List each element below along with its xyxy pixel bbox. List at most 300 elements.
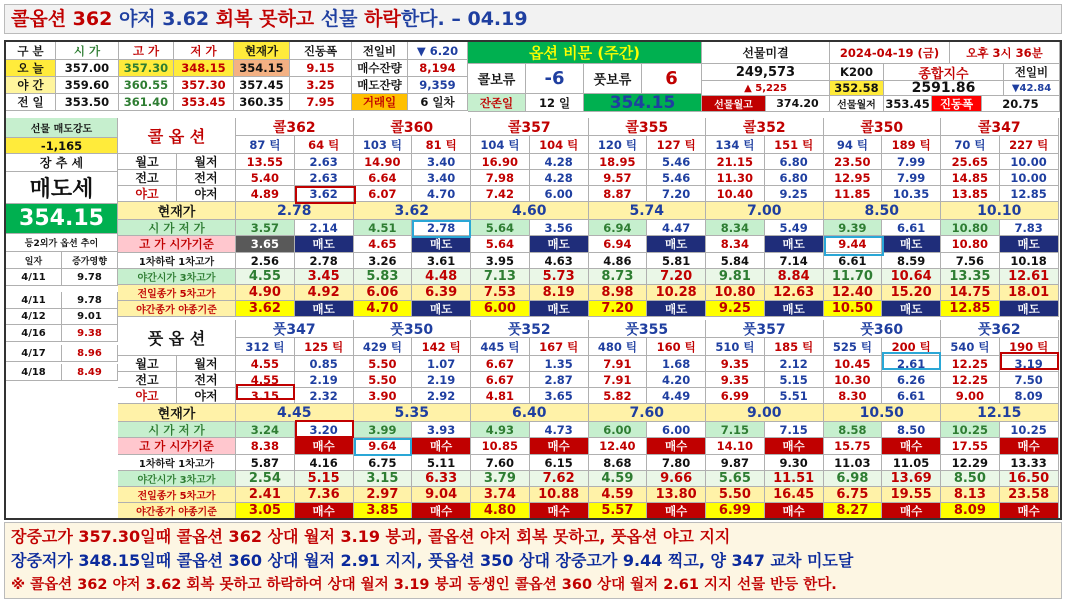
strike-header: 콜350 [824,118,942,136]
low-value: 1.07 [412,356,471,372]
low-value: 2.61 [882,356,941,372]
level-left: 6.06 [354,285,413,301]
low-value: 3.56 [530,220,589,236]
header-value: 353.50 [56,94,119,111]
level-left: 3.95 [471,253,530,269]
high-value: 3.90 [354,388,413,404]
level-left: 6.75 [824,487,883,503]
hist-date: 4/11 [6,269,62,286]
low-value: 7.99 [882,170,941,186]
level-right: 10.18 [1000,253,1059,269]
current-price: 9.00 [706,404,824,422]
low-value: 10.00 [1000,170,1059,186]
low-value: 7.50 [1000,372,1059,388]
high-value: 5.40 [236,170,295,186]
high-value: 16.90 [471,154,530,170]
current-price: 10.50 [824,404,942,422]
low-value: 2.12 [765,356,824,372]
hist-head: 일자 [6,252,62,269]
open-value: 10.25 [941,422,1000,438]
night-close-value: 6.00 [471,301,530,317]
high-base-value: 3.65 [236,236,295,253]
high-value: 9.00 [941,388,1000,404]
level-right: 8.59 [882,253,941,269]
tick-left: 510 틱 [706,338,765,356]
level-left: 4.90 [236,285,295,301]
sell-button[interactable]: 매도 [412,236,471,253]
open-value: 3.24 [236,422,295,438]
high-base-label: 고 가 시가기준 [118,236,236,253]
low-value: 4.28 [530,170,589,186]
header-label: 진동폭 [290,42,352,60]
low-value: 3.62 [295,186,354,202]
level-right: 3.61 [412,253,471,269]
low-value: 5.46 [647,170,706,186]
level-left: 11.70 [824,269,883,285]
sell-button[interactable]: 매도 [765,236,824,253]
level-right: 5.73 [530,269,589,285]
low-value: 4.28 [530,154,589,170]
header-value: 360.35 [234,94,290,111]
night-close-value: 3.05 [236,503,295,519]
title-part: 한다. – 04.19 [400,8,528,30]
high-base-value: 8.34 [706,236,765,253]
open-value: 4.93 [471,422,530,438]
tick-right: 151 틱 [765,136,824,154]
high-value: 12.25 [941,356,1000,372]
high-value: 3.15 [236,388,295,404]
level-right: 2.78 [295,253,354,269]
buy-button[interactable]: 매수 [412,438,471,455]
buy-button[interactable]: 매수 [647,438,706,455]
open-value: 6.00 [589,422,648,438]
sell-button[interactable]: 매도 [882,301,941,317]
high-base-value: 15.75 [824,438,883,455]
low-value: 2.78 [412,220,471,236]
open-value: 4.51 [354,220,413,236]
current-label: 현재가 [118,202,236,220]
fut-oi-label: 선물미결 [702,42,830,64]
vib-label: 진동폭 [932,96,982,112]
tick-left: 480 틱 [589,338,648,356]
title-part: 선물 [320,8,365,30]
level-right: 7.36 [295,487,354,503]
high-value: 9.57 [589,170,648,186]
level-left: 12.40 [824,285,883,301]
high-value: 6.64 [354,170,413,186]
hist-date: 4/16 [6,325,62,342]
level-left: 6.75 [354,455,413,471]
level-right: 11.05 [882,455,941,471]
tick-right: 190 틱 [1000,338,1059,356]
high-value: 14.85 [941,170,1000,186]
fut-oi-change: ▲ 5,225 [702,81,830,96]
level-left: 7.56 [941,253,1000,269]
buy-button[interactable]: 매수 [530,438,589,455]
level-right: 7.14 [765,253,824,269]
level-right: 15.20 [882,285,941,301]
row-label: 월저 [177,356,236,372]
buy-button[interactable]: 매수 [412,503,471,519]
hist-date: 4/18 [6,364,62,381]
sell-button[interactable]: 매도 [530,236,589,253]
high-base-label: 고 가 시가기준 [118,438,236,455]
level-left: 6.61 [824,253,883,269]
low-value: 6.80 [765,170,824,186]
row-label: 전저 [177,170,236,186]
level-left: 12.29 [941,455,1000,471]
low-value: 7.15 [765,422,824,438]
current-price: 6.40 [471,404,589,422]
low-value: 3.20 [295,422,354,438]
put-hold-label: 풋보류 [584,64,642,94]
tick-left: 429 틱 [354,338,413,356]
level-right: 7.80 [647,455,706,471]
low-value: 3.40 [412,154,471,170]
hist-date: 4/12 [6,308,62,325]
hist-value: 9.78 [62,269,118,286]
low-value: 4.20 [647,372,706,388]
high-base-value: 9.44 [824,236,883,253]
row-label: 전 일 [6,94,56,111]
level-right: 9.04 [412,487,471,503]
level-right: 8.19 [530,285,589,301]
low-value: 2.19 [295,372,354,388]
level-right: 5.81 [647,253,706,269]
info-label: 등2외가 옵션 추이 [6,234,118,252]
level-left: 3.79 [471,471,530,487]
low-value: 3.19 [1000,356,1059,372]
high-value: 7.91 [589,356,648,372]
header-label: 구 분 [6,42,56,60]
high-value: 23.50 [824,154,883,170]
high-value: 5.82 [589,388,648,404]
tick-right: 81 틱 [412,136,471,154]
tick-right: 127 틱 [647,136,706,154]
level-left: 4.59 [589,471,648,487]
level-right: 16.50 [1000,471,1059,487]
level-left: 2.54 [236,471,295,487]
block-label: 풋 옵 션 [118,320,236,356]
high-value: 4.55 [236,372,295,388]
level-left: 5.84 [706,253,765,269]
prev: ▼42.84 [1004,81,1060,96]
sell-button[interactable]: 매도 [1000,236,1059,253]
high-value: 11.85 [824,186,883,202]
low-value: 8.50 [882,422,941,438]
sell-button[interactable]: 매도 [647,301,706,317]
low-value: 6.61 [882,388,941,404]
low-value: 0.85 [295,356,354,372]
level-right: 12.61 [1000,269,1059,285]
header-label: 전일비 [352,42,408,60]
night-close-value: 8.09 [941,503,1000,519]
sell-button[interactable]: 매도 [530,301,589,317]
level-left: 2.56 [236,253,295,269]
fut-mon-high-label: 선물월고 [702,96,766,112]
high-value: 5.50 [354,372,413,388]
sell-button[interactable]: 매도 [412,301,471,317]
high-value: 8.30 [824,388,883,404]
buy-button[interactable]: 매수 [295,503,354,519]
header-label: 저 가 [174,42,234,60]
header-label: 현재가 [234,42,290,60]
strike-header: 풋360 [824,320,942,338]
row-label: 월고 [118,154,177,170]
level-label: 야간시가 3차고가 [118,269,236,285]
tick-right: 160 틱 [647,338,706,356]
tick-right: 104 틱 [530,136,589,154]
night-close-value: 7.20 [589,301,648,317]
low-value: 3.65 [530,388,589,404]
tick-right: 167 틱 [530,338,589,356]
low-value: 5.51 [765,388,824,404]
high-value: 6.99 [706,388,765,404]
level-left: 6.98 [824,471,883,487]
high-value: 9.35 [706,372,765,388]
level-left: 3.26 [354,253,413,269]
hist-value: 9.01 [62,308,118,325]
tick-left: 94 틱 [824,136,883,154]
low-value: 10.00 [1000,154,1059,170]
header-value: 348.15 [174,60,234,77]
buy-button[interactable]: 매수 [647,503,706,519]
commentary-line-3: ※ 콜옵션 362 야저 3.62 회복 못하고 하락하여 상대 월저 3.19 붕괴 동생인 콜옵션 360 상대 월저 2.61 지지 선물 반등 한다. [11,577,837,593]
high-base-value: 9.64 [354,438,413,455]
night-close-value: 4.80 [471,503,530,519]
header-label: 고 가 [119,42,174,60]
level-right: 18.01 [1000,285,1059,301]
level-right: 6.15 [530,455,589,471]
block-label: 콜 옵 션 [118,118,236,154]
sell-button[interactable]: 매도 [882,236,941,253]
high-value: 8.87 [589,186,648,202]
level-right: 13.69 [882,471,941,487]
low-value: 4.49 [647,388,706,404]
level-left: 9.81 [706,269,765,285]
low-value: 2.63 [295,170,354,186]
hist-date: 4/17 [6,345,62,362]
high-value: 11.30 [706,170,765,186]
high-base-value: 4.65 [354,236,413,253]
level-left: 5.87 [236,455,295,471]
low-value: 3.93 [412,422,471,438]
high-value: 9.35 [706,356,765,372]
level-right: 10.88 [530,487,589,503]
low-value: 5.15 [765,372,824,388]
open-value: 10.80 [941,220,1000,236]
header-value: 357.30 [174,77,234,94]
open-value: 3.99 [354,422,413,438]
level-left: 8.68 [589,455,648,471]
buy-rest: 8,194 [408,60,468,77]
strike-header: 풋350 [354,320,472,338]
level-left: 2.97 [354,487,413,503]
hist-value: 8.96 [62,345,118,362]
high-value: 10.30 [824,372,883,388]
header-value: 359.60 [56,77,119,94]
high-base-value: 6.94 [589,236,648,253]
tick-left: 312 틱 [236,338,295,356]
buy-rest-label: 매수잔량 [352,60,408,77]
page-title [4,4,1062,34]
sell-button[interactable]: 매도 [647,236,706,253]
tick-left: 525 틱 [824,338,883,356]
trade-day-label: 거래일 [352,94,408,111]
level-right: 6.39 [412,285,471,301]
commentary-line-1: 장중고가 357.30일때 콜옵션 362 상대 월저 3.19 붕괴, 콜옵션 야저 회복 못하고, 풋옵션 야고 지지 [11,527,731,546]
high-value: 12.95 [824,170,883,186]
low-value: 7.20 [647,186,706,202]
low-value: 8.09 [1000,388,1059,404]
low-value: 5.49 [765,220,824,236]
level-label: 1차하락 1차고가 [118,253,236,269]
open-value: 8.34 [706,220,765,236]
level-right: 4.48 [412,269,471,285]
tick-left: 70 틱 [941,136,1000,154]
remain-label: 잔존일 [468,94,526,112]
strike-header: 콜352 [706,118,824,136]
fut-low: 353.45 [884,96,932,112]
low-value: 1.68 [647,356,706,372]
level-right: 10.28 [647,285,706,301]
level-right: 16.45 [765,487,824,503]
current-price: 12.15 [941,404,1059,422]
sell-button[interactable]: 매도 [295,301,354,317]
row-label: 야저 [177,388,236,404]
level-label: 야간시가 3차고가 [118,471,236,487]
commentary [4,522,1062,599]
header-value: 357.45 [234,77,290,94]
high-base-value: 10.80 [941,236,1000,253]
row-label: 야 간 [6,77,56,94]
open-value: 5.64 [471,220,530,236]
current-price: 4.45 [236,404,354,422]
open-low-label: 시 가 저 가 [118,422,236,438]
level-left: 3.15 [354,471,413,487]
high-value: 10.45 [824,356,883,372]
header-value: 9.15 [290,60,352,77]
high-value: 4.55 [236,356,295,372]
buy-button[interactable]: 매수 [295,438,354,455]
hist-date: 4/11 [6,292,62,309]
title-part: 회복 못하고 [215,8,321,30]
low-value: 2.32 [295,388,354,404]
trend-label: 장 추 세 [6,154,118,172]
buy-button[interactable]: 매수 [882,438,941,455]
vib: 20.75 [982,96,1060,112]
tick-right: 185 틱 [765,338,824,356]
high-value: 21.15 [706,154,765,170]
buy-button[interactable]: 매수 [530,503,589,519]
low-value: 12.85 [1000,186,1059,202]
high-base-value: 8.38 [236,438,295,455]
low-value: 7.99 [882,154,941,170]
row-label: 월저 [177,154,236,170]
sell-button[interactable]: 매도 [295,236,354,253]
level-right: 11.51 [765,471,824,487]
level-left: 10.80 [706,285,765,301]
level-right: 8.84 [765,269,824,285]
buy-button[interactable]: 매수 [765,438,824,455]
open-value: 8.58 [824,422,883,438]
high-value: 7.91 [589,372,648,388]
level-left: 8.73 [589,269,648,285]
header-value: 357.00 [56,60,119,77]
level-right: 9.66 [647,471,706,487]
buy-button[interactable]: 매수 [1000,503,1059,519]
low-value: 4.73 [530,422,589,438]
low-value: 9.25 [765,186,824,202]
open-value: 7.15 [706,422,765,438]
level-left: 2.41 [236,487,295,503]
header-value: 7.95 [290,94,352,111]
header-value: 353.45 [174,94,234,111]
level-left: 3.74 [471,487,530,503]
night-close-label: 야간종가 야종기준 [118,503,236,519]
current-price: 5.35 [354,404,472,422]
sell-button[interactable]: 매도 [765,301,824,317]
night-close-value: 9.25 [706,301,765,317]
level-left: 11.03 [824,455,883,471]
level-left: 5.50 [706,487,765,503]
hist-head: 증가영향 [62,252,118,269]
option-title: 옵션 비문 (주간) [468,42,702,64]
time: 오후 3시 36분 [950,42,1060,64]
level-right: 5.11 [412,455,471,471]
call-hold-label: 콜보류 [468,64,526,94]
title-part: 콜옵션 362 [11,8,119,30]
low-value: 2.14 [295,220,354,236]
current-price: 7.00 [706,202,824,220]
low-value: 3.40 [412,170,471,186]
night-close-value: 4.70 [354,301,413,317]
remain: 12 일 [526,94,584,112]
low-value: 6.80 [765,154,824,170]
comp: 2591.86 [884,81,1004,96]
tick-right: 227 틱 [1000,136,1059,154]
low-value: 6.00 [530,186,589,202]
level-left: 4.55 [236,269,295,285]
strength-label: 선물 매도강도 [6,118,118,138]
high-value: 6.67 [471,372,530,388]
date: 2024-04-19 (금) [830,42,950,64]
option-board [4,40,1062,520]
buy-button[interactable]: 매수 [1000,438,1059,455]
strike-header: 풋347 [236,320,354,338]
sell-rest-label: 매도잔량 [352,77,408,94]
sell-button[interactable]: 매도 [1000,301,1059,317]
high-value: 7.42 [471,186,530,202]
level-right: 10.64 [882,269,941,285]
level-label: 전일종가 5차고가 [118,285,236,301]
hist-value: 8.49 [62,364,118,381]
fut-oi: 249,573 [702,64,830,81]
strike-header: 풋362 [941,320,1059,338]
header-value: 354.15 [234,60,290,77]
low-value: 7.83 [1000,220,1059,236]
buy-button[interactable]: 매수 [765,503,824,519]
level-right: 4.92 [295,285,354,301]
row-label: 전고 [118,170,177,186]
buy-button[interactable]: 매수 [882,503,941,519]
header-value: 360.55 [119,77,174,94]
level-left: 9.87 [706,455,765,471]
high-base-value: 14.10 [706,438,765,455]
high-value: 6.67 [471,356,530,372]
level-right: 13.80 [647,487,706,503]
low-value: 2.87 [530,372,589,388]
